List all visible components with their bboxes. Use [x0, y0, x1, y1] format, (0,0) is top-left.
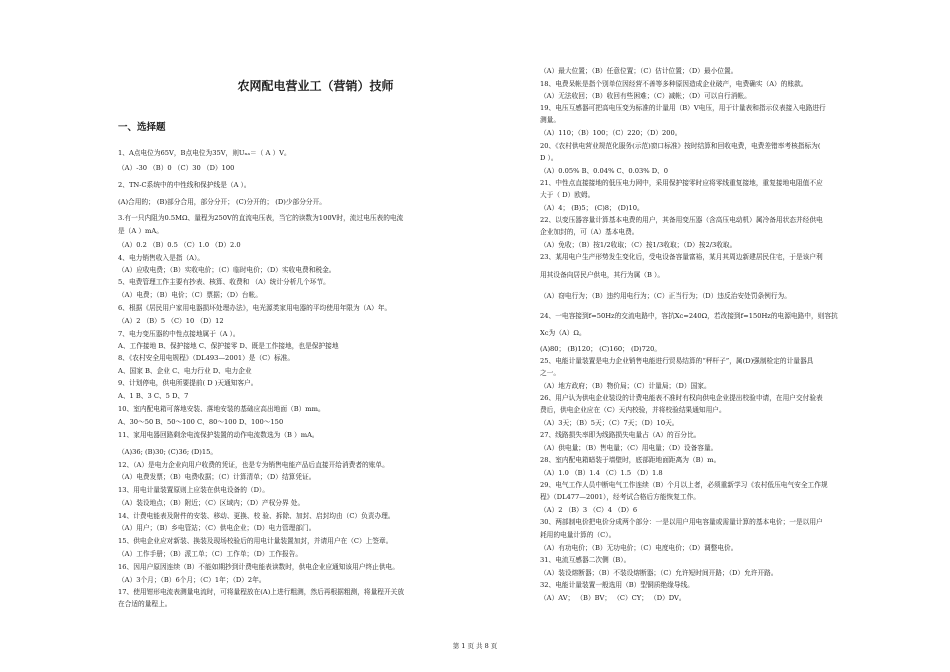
text-line: (A)80； (B)120； (C)160； (D)720。: [540, 345, 662, 353]
text-line: （A）工作手册；（B）派工单；（C）工作单；（D）工作报告。: [118, 550, 303, 558]
text-line: 之一。: [540, 369, 561, 377]
text-line: 21、中性点直接接地的低压电力网中，采用保护接零时应将零线重复接地，重复接地电阻值不应: [540, 179, 823, 187]
text-line: （A）装设地点；（B）附近；（C）区域内；（D）产权分界 处。: [118, 499, 305, 507]
text-line: 10、室内配电箱可落地安装、落地安装的基础应高出地面（B）mm。: [118, 405, 325, 413]
text-line: （A）用户；（B）乡电管站；（C）供电企业；（D）电力管理部门。: [118, 524, 316, 532]
text-line: （A）电费；（B）电价；（C）票据；（D）台帐。: [118, 291, 262, 299]
text-line: （A）110；（B）100；（C）220；（D）200。: [540, 129, 682, 137]
text-line: 20、《农村供电营业规范化服务(示范)窗口标准》按时结算和回收电费，电费差错率考核指标为(: [540, 142, 821, 150]
text-line: （A）供电量；（B）售电量；（C）用电量；（D）设备容量。: [540, 444, 718, 452]
document-title: 农网配电营业工（营销）技师: [237, 79, 394, 93]
text-line: 7、电力变压器的中性点接地属于（A ）。: [118, 330, 240, 338]
text-line: 24、一电容接到f=50Hz的交流电路中，容抗Xᴄ=240Ω，若改接到f=150Hz的电源电路中，则容抗: [540, 312, 838, 320]
text-line: 企业加封的，可（A）基本电费。: [540, 228, 639, 236]
text-line: （A）4； (B)5； (C)8； (D)10。: [540, 204, 644, 212]
text-line: 22、以变压器容量计算基本电费的用户，其备用变压器（含高压电动机）属冷备用状态并经供电: [540, 216, 823, 224]
text-line: 3.有一只内阻为0.5MΩ、量程为250V的直流电压表，当它的读数为100V时，流过电压表的电流: [118, 214, 404, 222]
text-line: （A）2 （B）3 （C）4 （D）6: [540, 506, 638, 514]
text-line: （A）有功电价；（B）无功电价；（C）电度电价；（D）调整电价。: [540, 544, 738, 552]
text-line: 程》（DL477—2001），经考试合格后方能恢复工作。: [540, 493, 700, 501]
text-line: 大于（ D）欧姆。: [540, 191, 595, 199]
text-line: 29、电气工作人员中断电气工作连续（B）个月以上者，必须重新学习《农村低压电气安全工作规: [540, 481, 828, 489]
text-line: A、国家 B、企业 C、电力行业 D、电力企业: [118, 367, 252, 375]
text-line: 14、计费电能表及附件的安装、移动、更换、校 验、拆除、加封、启封均由（C）负责办理。: [118, 512, 395, 520]
text-line: （A）0.2 （B）0.5 （C）1.0 （D）2.0: [118, 241, 241, 249]
text-line: 耗用的电量计算的（C）。: [540, 531, 616, 539]
text-line: （A）3天；（B）5天；（C）7天；（D）10天。: [540, 419, 679, 427]
text-line: 23、某用电户生产形势发生变化后，受电设备容量富裕，某月其周边新建居民住宅，于是该户利: [540, 253, 823, 261]
text-line: 11、家用电器回路剩余电流保护装置的动作电流数选为（B ）mA。: [118, 431, 319, 439]
page-footer: 第 1 页 共 8 页: [452, 642, 498, 650]
text-line: （A）-30 （B）0 （C）30 （D）100: [118, 164, 235, 172]
text-line: 13、用电计量装置原则上应装在供电设备的（D）。: [118, 486, 269, 494]
text-line: 6、根据《居民用户家用电器损坏处理办法》，电光源类家用电器的平均使用年限为（A）年。: [118, 304, 392, 312]
text-line: 9、计划停电，供电所要提前( D )天通知客户。: [118, 379, 258, 387]
text-line: 31、电流互感器二次侧（B）。: [540, 556, 631, 564]
text-line: （A)36; (B)30; (C)36; (D)15。: [118, 448, 218, 456]
text-line: （A）0.05% B、0.04% C、0.03% D、0: [540, 167, 669, 175]
text-line: （A）应收电费；（B）实收电价；（C）临时电价；（D）实收电费和税金。: [118, 266, 336, 274]
text-line: (A)合用的； (B)部分合用，部分分开； (C)分开的； (D)少部分分开。: [118, 198, 326, 206]
text-line: 1、A点电位为65V，B点电位为35V，则Uₙₐ＝（ A ）V。: [118, 149, 291, 157]
text-line: 16、因用户原因连续（B）不能如期抄到计费电能表读数时，供电企业应通知该用户终止供电。: [118, 563, 399, 571]
text-line: （A）窃电行为；（B）违约用电行为；（C）正当行为；（D）违反治安处罚条例行为。: [540, 292, 791, 300]
section-heading: 一、选择题: [118, 122, 166, 133]
text-line: A、1 B、3 C、5 D、7: [118, 392, 189, 400]
text-line: （A）免收；（B）按1/2收取；（C）按1/3收取；（D）按2/3收取。: [540, 241, 737, 249]
text-line: 是（A ）mA。: [118, 227, 163, 235]
text-line: （A）2 （B）5 （C）10 （D）12: [118, 317, 224, 325]
text-line: 2、TN-C系统中的中性线和保护线是（A ）。: [118, 181, 251, 189]
text-line: D ）。: [540, 154, 558, 162]
text-line: 5、电费管理工作主要有抄表、核算、收费和 （A）统计分析几个环节。: [118, 278, 330, 286]
text-line: 4、电力销售收入是指（A）。: [118, 254, 204, 262]
text-line: （A）装设熔断器；（B）不装设熔断器；（C）允许短时间开路；（D）允许开路。: [540, 569, 778, 577]
text-line: 25、电能计量装置是电力企业销售电能进行贸易结算的“秤杆子”，属(D)强制检定的计量器具: [540, 357, 814, 365]
text-line: 26、用户认为供电企业装设的计费电能表不准时有权向供电企业提出校验申请，在用户交付验表: [540, 394, 823, 402]
text-line: （A）地方政府；（B）物价局；（C）计量局；（D）国家。: [540, 382, 711, 390]
text-line: 测量。: [540, 116, 561, 124]
text-line: 在合适的量程上。: [118, 600, 172, 608]
text-line: 19、电压互感器可把高电压变为标准的计量用（B）V电压，用于计量表和指示仪表接入电路进行: [540, 104, 826, 112]
text-line: 17、使用钳形电流表测量电流时，可将量程放在(A)上进行粗测，然后再根据粗测，将量程开关放: [118, 588, 405, 596]
text-line: Xᴄ为（A）Ω。: [540, 329, 586, 337]
text-line: 15、供电企业应对新装、换装及现场校验后的用电计量装置加封，并请用户在（C）上签章。: [118, 537, 393, 545]
text-line: （A）1.0 （B）1.4 （C）1.5 （D）1.8: [540, 469, 663, 477]
text-line: A、工作接地 B、保护接地 C、保护接零 D、既是工作接地，也是保护接地: [118, 342, 339, 350]
text-line: 27、线路损失率即为线路损失电量占（A）的百分比。: [540, 431, 701, 439]
text-line: 费后，供电企业应在（C）天内校验，并将校验结果通知用户。: [540, 406, 726, 414]
text-line: 32、电能计量装置一般选用（B）型铜质绝缘导线。: [540, 581, 694, 589]
text-line: 28、室内配电箱暗装于墙壁时，底部距地面距离为（B）m。: [540, 456, 721, 464]
text-line: 18、电费呆帐是指个别单位因经营不善等多种原因造成企业破产，电费确实（A）的账款。: [540, 80, 808, 88]
text-line: （A）无法收回；（B）收回有些困难；（C）减帐；（D）可以自行消帐。: [540, 92, 751, 100]
text-line: （A）3个月；（B）6个月；（C）1年；（D）2年。: [118, 576, 266, 584]
text-line: A、30～50 B、50～100 C、80～100 D、100～150: [118, 418, 284, 426]
text-line: （A）AV； （B）BV； （C）CY； （D）DV。: [540, 594, 686, 602]
text-line: 用其设备向居民户供电，其行为属（B ）。: [540, 271, 665, 279]
text-line: 30、两部制电价把电价分成两个部分：一是以用户用电容量或需量计算的基本电价；一是以用户: [540, 518, 823, 526]
text-line: 12、（A）是电力企业向用户收费的凭证，也是专为销售电能产品后直接开给消费者的账单。: [118, 461, 389, 469]
text-line: （A）电费发票；（B）电费收据；（C）计算清单；（D）结算凭证。: [118, 473, 316, 481]
text-line: （A）最大位置；（B）任意位置；（C）估计位置；（D）最小位置。: [540, 67, 738, 75]
text-line: 8、《农村安全用电规程》（DL493—2001）是（C）标准。: [118, 354, 295, 362]
